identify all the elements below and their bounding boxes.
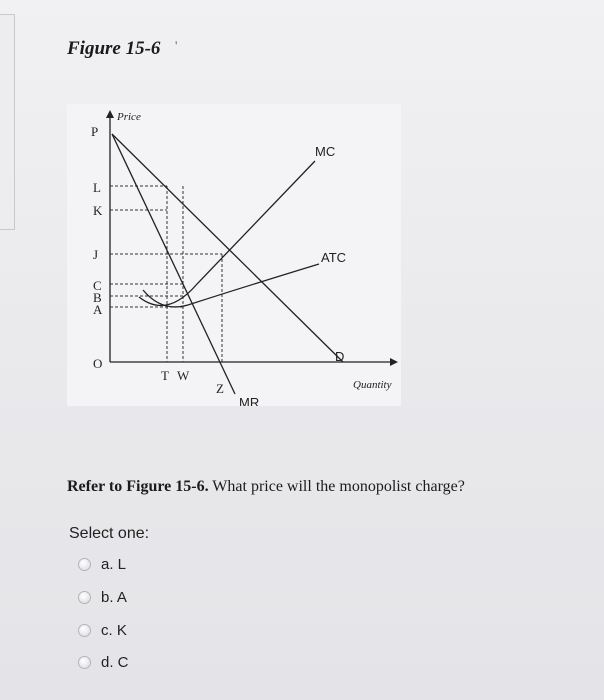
y-label-L: L: [93, 180, 101, 195]
monopoly-graph: [67, 104, 401, 406]
x-label-Z: Z: [216, 381, 224, 396]
y-label-C: C: [93, 278, 102, 293]
y-label-B: B: [93, 290, 102, 305]
option-d-label: d. C: [101, 653, 129, 671]
y-label-A: A: [93, 302, 103, 317]
option-a-label: a. L: [101, 555, 127, 573]
quantity-axis-label: Quantity: [353, 379, 392, 391]
price-axis-label: Price: [117, 111, 141, 123]
x-axis-arrow: [390, 358, 398, 366]
radio-b[interactable]: [78, 591, 91, 604]
select-one-label: Select one:: [69, 525, 150, 542]
d-label: D: [335, 349, 345, 364]
y-label-J: J: [93, 247, 99, 262]
figure-title: Figure 15-6: [67, 38, 161, 59]
side-panel-edge: [0, 14, 15, 230]
radio-a[interactable]: [78, 558, 91, 571]
x-label-T: T: [161, 368, 169, 383]
atc-curve: [143, 264, 319, 307]
figure-mark: ': [175, 38, 178, 53]
question-text: [67, 478, 587, 496]
radio-c[interactable]: [78, 624, 91, 637]
option-b[interactable]: [78, 586, 127, 608]
radio-d[interactable]: [78, 656, 91, 669]
option-c-label: c. K: [101, 621, 127, 639]
graph-svg: [67, 104, 401, 406]
y-label-P: P: [91, 124, 99, 139]
y-axis-arrow: [106, 110, 114, 118]
option-a[interactable]: [78, 553, 126, 575]
y-label-K: K: [93, 203, 103, 218]
question-prefix: Refer to Figure 15-6.: [67, 478, 209, 495]
question-body: What price will the monopolist charge?: [208, 478, 465, 495]
option-b-label: b. A: [101, 588, 127, 606]
option-d[interactable]: [78, 651, 129, 673]
atc-label: ATC: [321, 250, 347, 265]
mr-label: MR: [239, 395, 260, 406]
mc-label: MC: [315, 144, 336, 159]
y-label-O: O: [93, 356, 103, 371]
x-label-W: W: [177, 368, 190, 383]
option-c[interactable]: [78, 619, 127, 641]
